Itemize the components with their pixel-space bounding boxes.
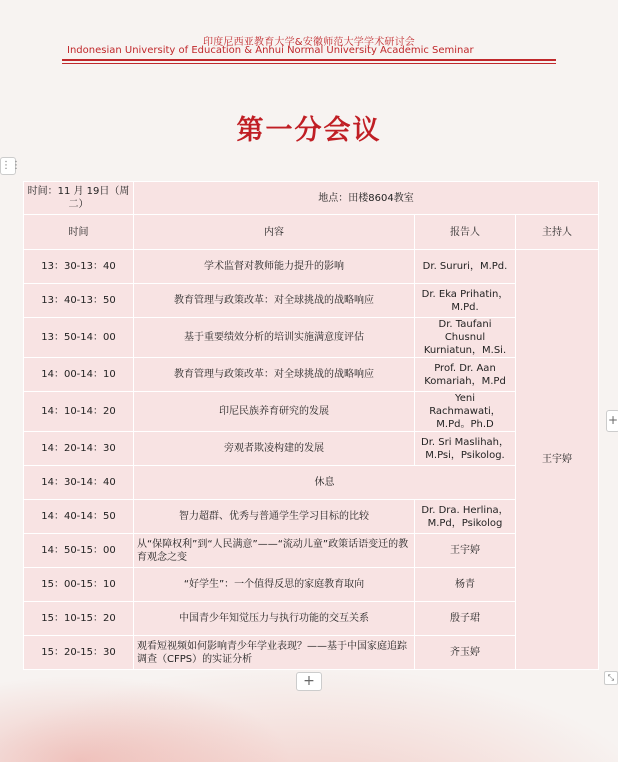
- add-row-button[interactable]: +: [296, 672, 322, 691]
- row-topic[interactable]: “好学生”：一个值得反思的家庭教育取向: [134, 568, 415, 602]
- column-header-chair[interactable]: 主持人: [516, 215, 599, 250]
- row-topic[interactable]: 观看短视频如何影响青少年学业表现？——基于中国家庭追踪调查（CFPS）的实证分析: [134, 636, 415, 670]
- row-speaker[interactable]: Dr. Taufani Chusnul Kurniatun，M.Si.: [415, 318, 516, 358]
- table-row: [24, 432, 599, 466]
- table-header-row: [24, 215, 599, 250]
- row-topic[interactable]: 旁观者欺凌构建的发展: [134, 432, 415, 466]
- row-time[interactable]: 13：40-13：50: [24, 284, 134, 318]
- row-time[interactable]: 15：20-15：30: [24, 636, 134, 670]
- schedule-table: [23, 181, 599, 670]
- row-topic[interactable]: 从“保障权利”到“人民满意”——“流动儿童”政策话语变迁的教育观念之变: [134, 534, 415, 568]
- row-time[interactable]: 13：30-13：40: [24, 250, 134, 284]
- table-row: [24, 602, 599, 636]
- table-row: [24, 250, 599, 284]
- table-row: [24, 318, 599, 358]
- table-row: [24, 392, 599, 432]
- chair-cell[interactable]: 王宇婷: [516, 250, 599, 670]
- insert-column-button[interactable]: +: [606, 410, 618, 432]
- page-title: 第一分会议: [236, 115, 382, 146]
- row-speaker[interactable]: Dr. Sri Maslihah，M.Psi，Psikolog.: [415, 432, 516, 466]
- row-time[interactable]: 14：00-14：10: [24, 358, 134, 392]
- session-info-row: [24, 182, 599, 215]
- row-speaker[interactable]: Yeni Rachmawati，M.Pd。Ph.D: [415, 392, 516, 432]
- table-row: [24, 534, 599, 568]
- header-rule-thick: [62, 59, 556, 61]
- row-speaker[interactable]: 王宇婷: [415, 534, 516, 568]
- column-header-content[interactable]: 内容: [134, 215, 415, 250]
- row-speaker[interactable]: Dr. Sururi，M.Pd.: [415, 250, 516, 284]
- header-title-en: Indonesian University of Education & Anhui Normal University Academic Seminar: [67, 45, 474, 56]
- row-topic[interactable]: 学术监督对教师能力提升的影响: [134, 250, 415, 284]
- table-row: [24, 636, 599, 670]
- column-header-speaker[interactable]: 报告人: [415, 215, 516, 250]
- row-speaker[interactable]: 齐玉婷: [415, 636, 516, 670]
- row-time[interactable]: 14：40-14：50: [24, 500, 134, 534]
- row-topic[interactable]: 基于重要绩效分析的培训实施满意度评估: [134, 318, 415, 358]
- row-time[interactable]: 14：50-15：00: [24, 534, 134, 568]
- row-speaker[interactable]: Dr. Dra. Herlina，M.Pd，Psikolog: [415, 500, 516, 534]
- column-header-time[interactable]: 时间: [24, 215, 134, 250]
- row-time[interactable]: 14：20-14：30: [24, 432, 134, 466]
- header-rule-thin: [62, 63, 556, 64]
- row-speaker[interactable]: Dr. Eka Prihatin，M.Pd.: [415, 284, 516, 318]
- row-topic[interactable]: 教育管理与政策改革：对全球挑战的战略响应: [134, 358, 415, 392]
- row-time[interactable]: 14：30-14：40: [24, 466, 134, 500]
- table-row: [24, 358, 599, 392]
- row-speaker[interactable]: Prof. Dr. Aan Komariah，M.Pd: [415, 358, 516, 392]
- row-speaker[interactable]: 杨青: [415, 568, 516, 602]
- table-row: [24, 500, 599, 534]
- session-time-cell[interactable]: 时间：11 月 19日（周二）: [24, 182, 134, 215]
- row-time[interactable]: 14：10-14：20: [24, 392, 134, 432]
- row-time[interactable]: 15：00-15：10: [24, 568, 134, 602]
- table-drag-handle[interactable]: ⋮⋮: [0, 157, 16, 175]
- table-row: [24, 568, 599, 602]
- session-location-cell[interactable]: 地点：田楼8604教室: [134, 182, 599, 215]
- schedule-table-container: [23, 181, 599, 670]
- table-resize-icon[interactable]: ⤡: [604, 671, 618, 685]
- table-row: [24, 284, 599, 318]
- table-row-break: [24, 466, 599, 500]
- row-topic[interactable]: 教育管理与政策改革：对全球挑战的战略响应: [134, 284, 415, 318]
- row-topic-break[interactable]: 休息: [134, 466, 516, 500]
- row-topic[interactable]: 印尼民族养育研究的发展: [134, 392, 415, 432]
- row-topic[interactable]: 智力超群、优秀与普通学生学习目标的比较: [134, 500, 415, 534]
- row-time[interactable]: 13：50-14：00: [24, 318, 134, 358]
- header-title-cn: 印度尼西亚教育大学&安徽师范大学学术研讨会: [203, 37, 415, 48]
- row-time[interactable]: 15：10-15：20: [24, 602, 134, 636]
- row-speaker[interactable]: 殷子珺: [415, 602, 516, 636]
- row-topic[interactable]: 中国青少年知觉压力与执行功能的交互关系: [134, 602, 415, 636]
